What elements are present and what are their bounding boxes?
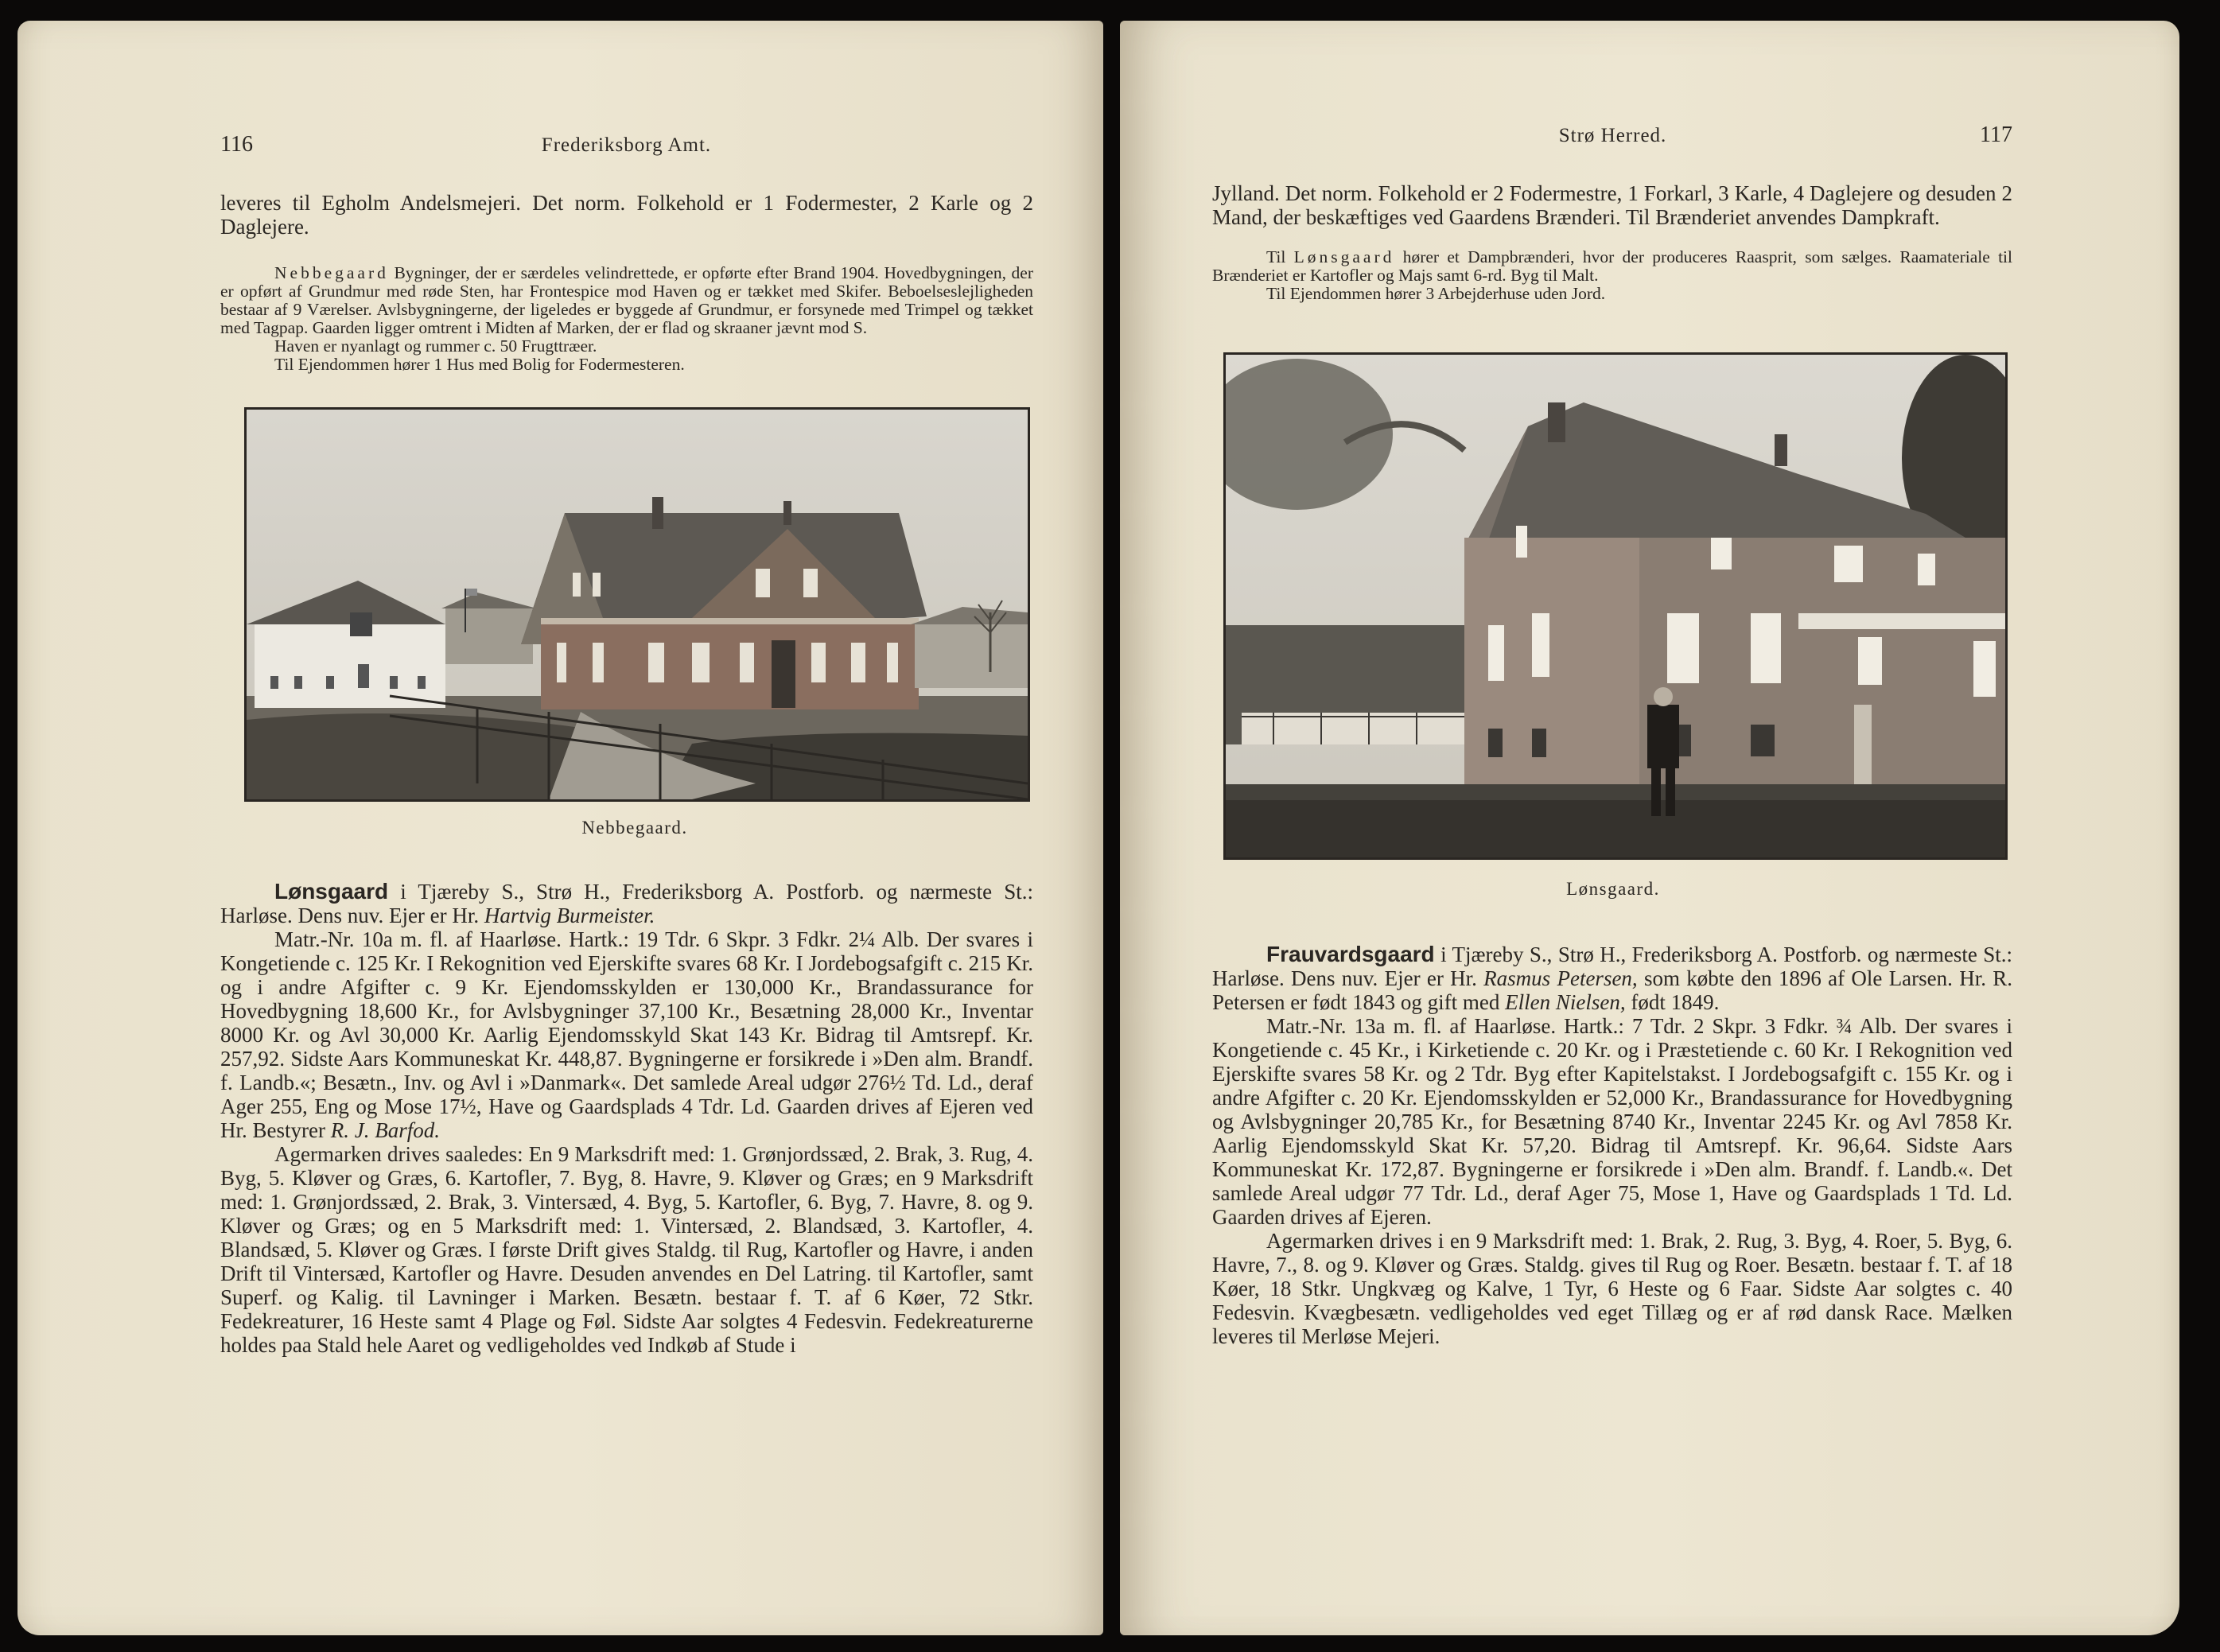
- nebbegaard-description: Bygninger, der er særdeles velindrettede, er opførte efter Brand 1904. Hovedbygningen, der er opført af Grundmur med røde Sten, har Frontespice mod Haven og er tækket med Skifer. Beboelseslejligheden bestaar af 9 Værelser. Avlsbygningerne, der ligeledes er byggede af Grundmur, er forsynede med Trimpel og tækket med Tagpap. Gaarden ligger omtrent i Midten af Marken, der er flad og skraaner jævnt mod S.: [220, 263, 1034, 337]
- page-number: 116: [220, 132, 253, 157]
- note-prefix: Til: [1266, 247, 1286, 266]
- brenderi-note: [1212, 248, 2012, 303]
- left-page-content: [220, 132, 1033, 1357]
- frauvardsgaard-born: født 1849.: [1631, 990, 1720, 1014]
- page-number: 117: [1980, 122, 2012, 147]
- nebbegaard-caption: Nebbegaard.: [581, 818, 688, 838]
- frauvardsgaard-entry: [1212, 943, 2012, 1348]
- running-title: Strø Herred.: [1558, 125, 1667, 146]
- frauvardsgaard-purchase: som købte den 1896 af Ole Larsen. Hr. R. Petersen er født 1843 og gift med: [1212, 966, 2012, 1014]
- lonsgaard-photo-illustration: [1226, 355, 2005, 857]
- lonsgaard-title: Lønsgaard: [274, 879, 389, 904]
- nebbegaard-garden: Haven er nyanlagt og rummer c. 50 Frugttræer.: [274, 336, 597, 356]
- frauvardsgaard-agermarken: Agermarken drives i en 9 Marksdrift med: 1. Brak, 2. Rug, 3. Byg, 4. Roer, 5. Byg, 6. Havre, 7., 8. og 9. Kløver og Græs. Staldg. gives til Rug og Roer. Besætn. bestaar f. T. af 18 Køer, 18 Stkr. Ungkvæg og Kalve, 1 Tyr, 6 Heste og 6 Faar. Sidste Aar solgtes c. 40 Fedesvin. Kvægbesætn. vedligeholdes ved eget Tillæg og er af rød dansk Race. Mælken leveres til Merløse Mejeri.: [1212, 1229, 2012, 1348]
- right-page-content: [1212, 122, 2012, 1348]
- lonsgaard-bestyrer: R. J. Barfod.: [330, 1118, 440, 1142]
- lonsgaard-owner: Hartvig Burmeister.: [484, 904, 655, 927]
- nebbegaard-note: [220, 264, 1033, 374]
- note-workers-houses: Til Ejendommen hører 3 Arbejderhuse uden Jord.: [1266, 284, 1606, 303]
- lonsgaard-photo: [1223, 352, 2008, 860]
- left-running-head: [220, 132, 1033, 157]
- frauvardsgaard-title: Frauvardsgaard: [1266, 942, 1435, 966]
- right-page: [1120, 21, 2179, 1635]
- nebbegaard-photo: [244, 407, 1030, 802]
- continuation-paragraph: leveres til Egholm Andelsmejeri. Det norm. Folkehold er 1 Fodermester, 2 Karle og 2 Daglejere.: [220, 191, 1033, 239]
- right-running-head: [1212, 122, 2012, 148]
- nebbegaard-name: Nebbegaard: [274, 263, 389, 282]
- frauvardsgaard-intro: i Tjæreby S., Strø H., Frederiksborg A. Postforb. og nærmeste St.: Harløse. Dens nuv. Ejer er Hr.: [1212, 943, 2012, 990]
- frauvardsgaard-matr: Matr.-Nr. 13a m. fl. af Haarløse. Hartk.: 7 Tdr. 2 Skpr. 3 Fdkr. ¾ Alb. Der svares i Kongetiende c. 45 Kr., i Kirketiende c. 20 Kr. og i Præstetiende c. 60 Kr. I Rekognition ved Ejerskifte svares 58 Kr. og 2 Tdr. Byg efter Kapitelstakst. I Jordebogsafgift c. 155 Kr. og i andre Afgifter c. 20 Kr. Ejendomsskylden er 52,000 Kr., Brandassurance for Hovedbygning og Avlsbygninger 20,785 Kr., for Besætning 8740 Kr., Inventar 2245 Kr. og Avl 7858 Kr. Aarlig Ejendomsskyld Skat Kr. 57,20. Bidrag til Amtsrepf. Kr. 96,64. Sidste Aars Kommuneskat Kr. 172,87. Bygningerne er forsikrede i »Den alm. Brandf. f. Landb.«. Det samlede Areal udgør 77 Tdr. Ld., deraf Ager 75, Mose 1, Have og Gaardsplads 1 Td. Ld. Gaarden drives af Ejeren.: [1212, 1014, 2012, 1229]
- nebbegaard-house: Til Ejendommen hører 1 Hus med Bolig for Fodermesteren.: [274, 355, 685, 374]
- lonsgaard-matr: Matr.-Nr. 10a m. fl. af Haarløse. Hartk.: 19 Tdr. 6 Skpr. 3 Fdkr. 2¼ Alb. Der svares i Kongetiende c. 125 Kr. I Rekognition ved Ejerskifte svares 68 Kr. I Jordebogsafgift c. 215 Kr. og i andre Afgifter c. 9 Kr. Ejendomsskylden er 130,000 Kr., Brandassurance for Hovedbygning 18,600 Kr., for Avlsbygninger 37,100 Kr., Besætning 28,000 Kr., Inventar 8000 Kr. og Avl 30,000 Kr. Aarlig Ejendomsskyld Skat 143 Kr. Bidrag til Amtsrepf. Kr. 257,92. Sidste Aars Kommuneskat Kr. 448,87. Bygningerne er forsikrede i »Den alm. Brandf. f. Landb.«; Besætn., Inv. og Avl i »Danmark«. Det samlede Areal udgør 276½ Td. Ld., deraf Ager 255, Eng og Mose 17½, Have og Gaardsplads 4 Tdr. Ld. Gaarden drives af Ejeren ved Hr. Bestyrer: [220, 927, 1033, 1142]
- frauvardsgaard-owner: Rasmus Petersen,: [1483, 966, 1638, 990]
- frauvardsgaard-wife: Ellen Nielsen,: [1505, 990, 1626, 1014]
- note-description: hører et Dampbrænderi, hvor der produceres Raasprit, som sælges. Raamateriale til Brænderiet er Kartofler og Majs samt 6-rd. Byg til Malt.: [1212, 247, 2013, 285]
- running-title: Frederiksborg Amt.: [541, 134, 712, 156]
- lonsgaard-entry: [220, 880, 1033, 1357]
- continuation-paragraph: Jylland. Det norm. Folkehold er 2 Fodermestre, 1 Forkarl, 3 Karle, 4 Daglejere og desuden 2 Mand, der beskæftiges ved Gaardens Brænderi. Til Brænderiet anvendes Dampkraft.: [1212, 181, 2012, 229]
- lonsgaard-intro: i Tjæreby S., Strø H., Frederiksborg A. Postforb. og nærmeste St.: Harløse. Dens nuv. Ejer er Hr.: [220, 880, 1034, 927]
- note-farm-name: Lønsgaard: [1293, 247, 1395, 266]
- lonsgaard-caption: Lønsgaard.: [1566, 879, 1660, 899]
- lonsgaard-agermarken: Agermarken drives saaledes: En 9 Marksdrift med: 1. Grønjordssæd, 2. Brak, 3. Rug, 4. Byg, 5. Kløver og Græs, 6. Kartofler, 7. Byg, 8. Havre, 9. Kløver og Græs; en 9 Marksdrift med: 1. Grønjordssæd, 2. Brak, 3. Vintersæd, 4. Byg, 5. Kartofler, 6. Byg, 7. Havre, 8. og 9. Kløver og Græs; og en 5 Marksdrift med: 1. Vintersæd, 2. Blandsæd, 3. Kartofler, 4. Blandsæd, 5. Kløver og Græs. I første Drift gives Staldg. til Rug, Kartofler og Havre, i anden Drift til Vintersæd, Kartofler og Havre. Desuden anvendes en Del Latring. til Kartofler, samt Superf. og Kalig. til Lavninger i Marken. Besætn. bestaar f. T. af 6 Køer, 72 Stkr. Fedekreaturer, 16 Heste samt 4 Plage og Føl. Sidste Aar solgtes 4 Fedesvin. Fedekreaturerne holdes paa Stald hele Aaret og vedligeholdes ved Indkøb af Stude i: [220, 1142, 1033, 1357]
- nebbegaard-photo-illustration: [247, 410, 1028, 799]
- left-page: [17, 21, 1103, 1635]
